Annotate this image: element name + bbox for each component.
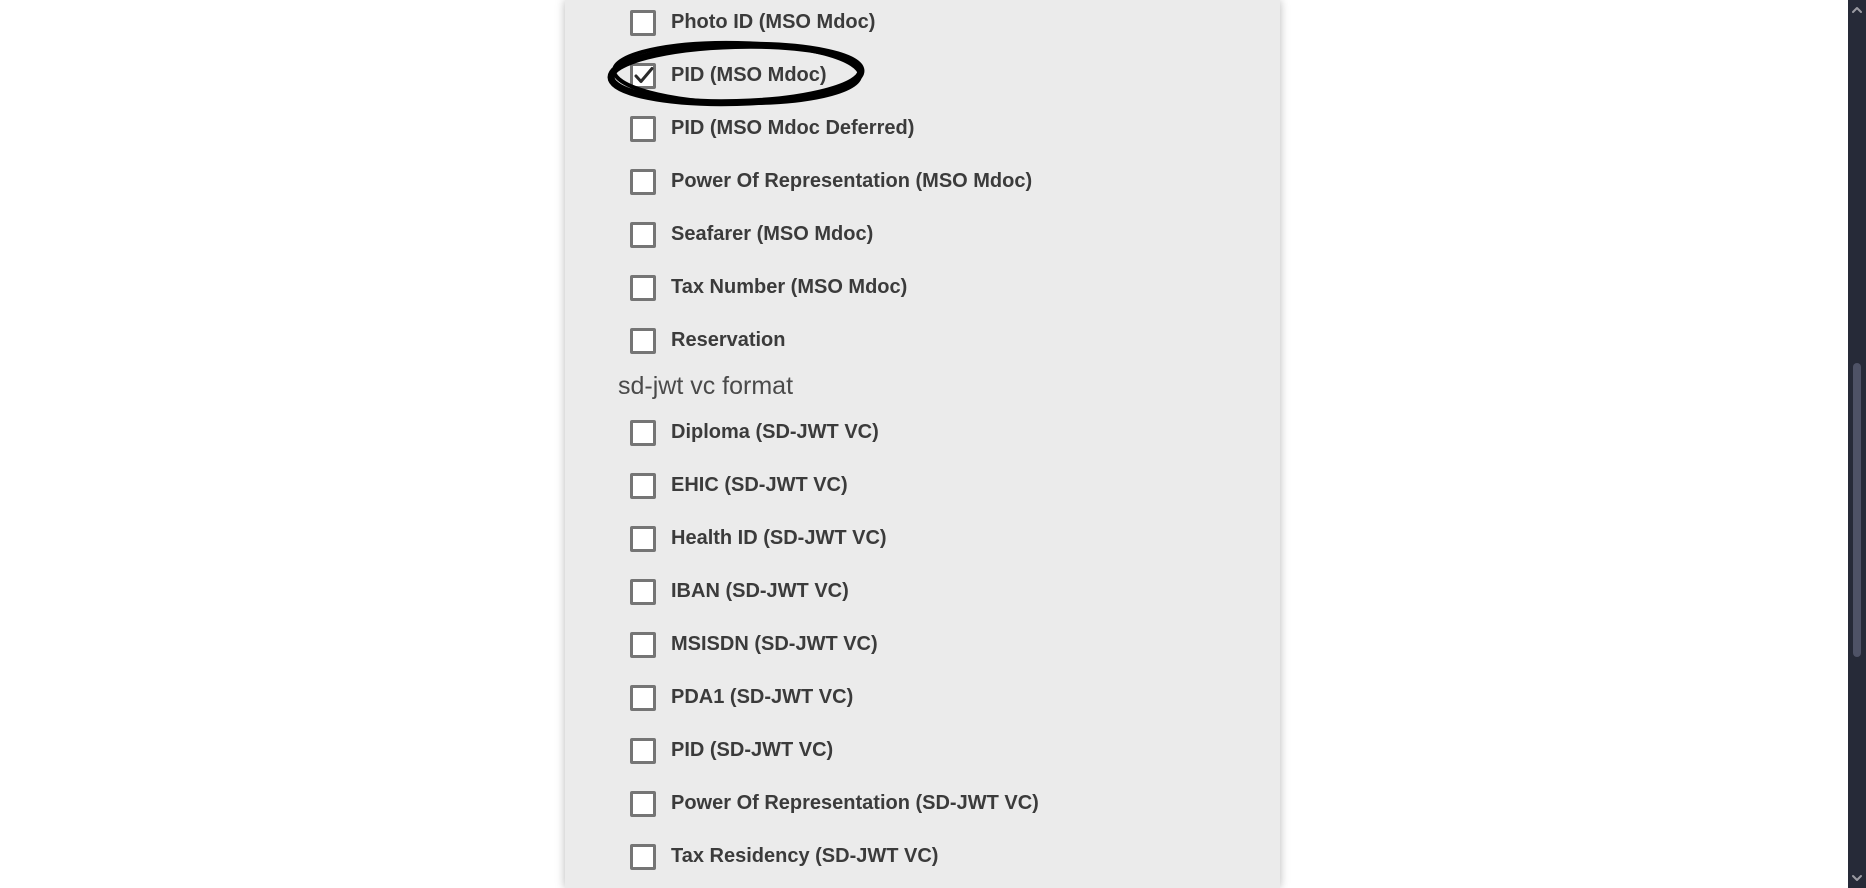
row-pda1-sdjwt bbox=[565, 671, 1280, 724]
checkbox-reservation[interactable] bbox=[630, 328, 656, 354]
checkbox-diploma-sdjwt[interactable] bbox=[630, 420, 656, 446]
chevron-up-icon[interactable] bbox=[1851, 4, 1863, 16]
row-tax-residency-sdjwt bbox=[565, 830, 1280, 883]
row-diploma-sdjwt bbox=[565, 406, 1280, 459]
credential-label: Reservation bbox=[671, 329, 786, 351]
credential-options-panel bbox=[565, 0, 1280, 888]
row-photo-id-mso-mdoc bbox=[565, 0, 1280, 49]
row-seafarer-mso-mdoc bbox=[565, 208, 1280, 261]
checkbox-iban-sdjwt[interactable] bbox=[630, 579, 656, 605]
credential-label: PID (SD-JWT VC) bbox=[671, 739, 834, 761]
checkmark-icon bbox=[633, 66, 653, 86]
credential-label: EHIC (SD-JWT VC) bbox=[671, 474, 848, 496]
credential-label: PID (MSO Mdoc) bbox=[671, 64, 827, 86]
credential-label: MSISDN (SD-JWT VC) bbox=[671, 633, 878, 655]
credential-label: PID (MSO Mdoc Deferred) bbox=[671, 117, 915, 139]
credential-label: Diploma (SD-JWT VC) bbox=[671, 421, 879, 443]
checkbox-pda1-sdjwt[interactable] bbox=[630, 685, 656, 711]
checkbox-ehic-sdjwt[interactable] bbox=[630, 473, 656, 499]
checkbox-seafarer-mso-mdoc[interactable] bbox=[630, 222, 656, 248]
row-power-of-representation-mso-mdoc bbox=[565, 155, 1280, 208]
row-reservation bbox=[565, 314, 1280, 367]
row-pid-sdjwt bbox=[565, 724, 1280, 777]
row-health-id-sdjwt bbox=[565, 512, 1280, 565]
row-tax-number-mso-mdoc bbox=[565, 261, 1280, 314]
chevron-down-icon[interactable] bbox=[1851, 872, 1863, 884]
checkbox-photo-id-mso-mdoc[interactable] bbox=[630, 10, 656, 36]
credential-checkbox-list bbox=[565, 0, 1280, 883]
row-power-of-representation-sdjwt bbox=[565, 777, 1280, 830]
row-iban-sdjwt bbox=[565, 565, 1280, 618]
checkbox-tax-number-mso-mdoc[interactable] bbox=[630, 275, 656, 301]
scrollbar-track[interactable] bbox=[1848, 0, 1866, 888]
row-msisdn-sdjwt bbox=[565, 618, 1280, 671]
row-ehic-sdjwt bbox=[565, 459, 1280, 512]
checkbox-tax-residency-sdjwt[interactable] bbox=[630, 844, 656, 870]
credential-label: Health ID (SD-JWT VC) bbox=[671, 527, 887, 549]
credential-label: Tax Number (MSO Mdoc) bbox=[671, 276, 908, 298]
credential-label: IBAN (SD-JWT VC) bbox=[671, 580, 849, 602]
checkbox-health-id-sdjwt[interactable] bbox=[630, 526, 656, 552]
checkbox-power-of-representation-sdjwt[interactable] bbox=[630, 791, 656, 817]
checkbox-msisdn-sdjwt[interactable] bbox=[630, 632, 656, 658]
credential-label: Tax Residency (SD-JWT VC) bbox=[671, 845, 939, 867]
credential-label: Seafarer (MSO Mdoc) bbox=[671, 223, 874, 245]
checkbox-pid-mso-mdoc-deferred[interactable] bbox=[630, 116, 656, 142]
credential-label: Power Of Representation (SD-JWT VC) bbox=[671, 792, 1039, 814]
checkbox-pid-mso-mdoc[interactable] bbox=[630, 63, 656, 89]
checkbox-power-of-representation-mso-mdoc[interactable] bbox=[630, 169, 656, 195]
row-pid-mso-mdoc bbox=[565, 49, 1280, 102]
sdjwt-format-section-label: sd-jwt vc format bbox=[618, 372, 794, 400]
credential-label: Photo ID (MSO Mdoc) bbox=[671, 11, 876, 33]
credential-label: PDA1 (SD-JWT VC) bbox=[671, 686, 854, 708]
checkbox-pid-sdjwt[interactable] bbox=[630, 738, 656, 764]
row-pid-mso-mdoc-deferred bbox=[565, 102, 1280, 155]
credential-label: Power Of Representation (MSO Mdoc) bbox=[671, 170, 1033, 192]
scrollbar-thumb[interactable] bbox=[1853, 363, 1861, 657]
